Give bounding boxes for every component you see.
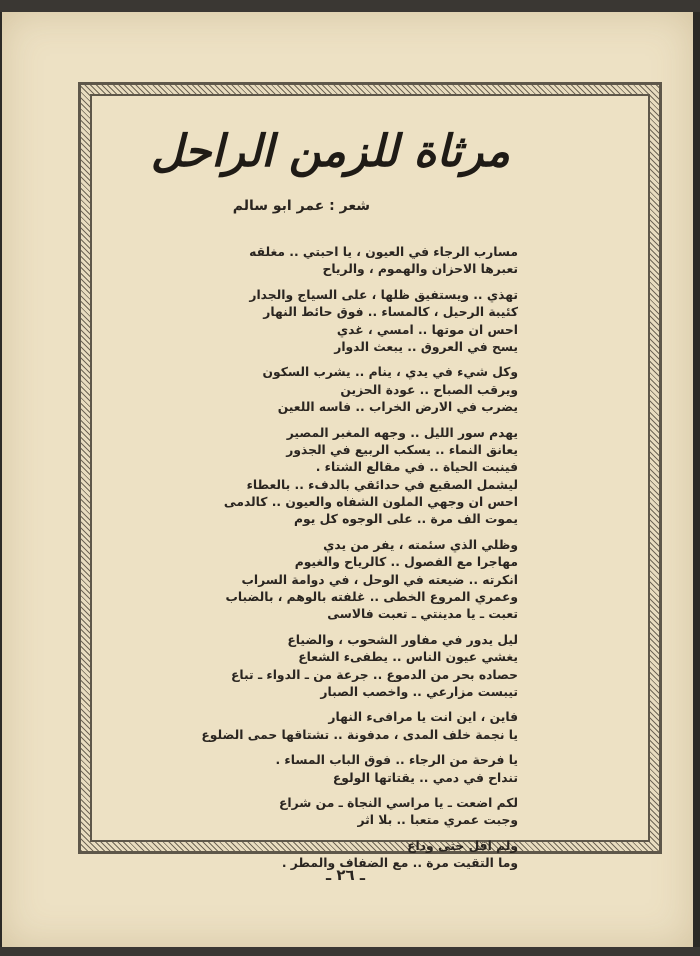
- poem-line: حصاده بحر من الدموع .. جرعة من ـ الدواء ـ تباع: [231, 667, 518, 682]
- poem-line: مسارب الرجاء في العيون ، يا احبتي .. مغلقه: [249, 245, 518, 259]
- poem-line: وعمري المروع الخطى .. غلفته بالوهم ، بالضباب: [225, 590, 518, 605]
- poem-line: تيبست مزارعي .. واخصب الصبار: [320, 684, 518, 699]
- poem-line: يعانق النماء .. يسكب الربيع في الجذور: [286, 442, 518, 457]
- poem-line: ليل يدور في مفاور الشحوب ، والضياع: [287, 632, 518, 647]
- poem-line: احس ان موتها .. امسي ، غدي: [336, 322, 518, 337]
- page-number: ـ ٢٦ ـ: [325, 866, 366, 884]
- stanza-1: [118, 244, 518, 279]
- poem-body: [118, 244, 518, 881]
- poem-line: فاين ، اين انت يا مرافىء النهار: [328, 710, 518, 725]
- poem-line: يهدم سور الليل .. وجهه المغبر المصير: [286, 425, 518, 440]
- poem-line: وظلي الذي سئمته ، يفر من يدي: [323, 537, 518, 552]
- poem-line: يسح في العروق .. يبعث الدوار: [334, 339, 518, 354]
- stanza-8: [118, 752, 518, 787]
- poem-line: يضرب في الارض الخراب .. فاسه اللعين: [277, 400, 518, 415]
- poem-line: كئيبة الرحيل ، كالمساء .. فوق حائط النهار: [263, 305, 518, 320]
- poem-line: احس ان وجهي الملون الشفاه والعيون .. كالدمى: [223, 495, 518, 510]
- stanza-3: [118, 364, 518, 416]
- poem-line: تعبرها الاحزان والهموم ، والرياح: [322, 262, 518, 277]
- stanza-5: [118, 537, 518, 624]
- poem-line: ولم اقل حتى وداع: [407, 838, 518, 853]
- poem-line: ويرقب الصباح .. عودة الحزين: [340, 382, 518, 397]
- poem-line: وكل شيء في يدي ، ينام .. يشرب السكون: [262, 365, 518, 380]
- poem-title: مرثاة للزمن الراحل: [150, 126, 510, 177]
- poem-line: يموت الف مرة .. على الوجوه كل يوم: [294, 512, 518, 527]
- poem-byline: شعر : عمر ابو سالم: [232, 198, 370, 214]
- poem-line: يا نجمة خلف المدى ، مدفونة .. تشتاقها حمى الضلوع: [201, 727, 518, 742]
- poem-line: ليشمل الصقيع في حدائقي بالدفء .. بالعطاء: [246, 477, 518, 492]
- poem-line: تعبت ـ يا مدينتي ـ تعبت فالاسى: [327, 607, 518, 622]
- scan-bottom-edge: [0, 947, 700, 956]
- poem-line: وجبت عمري متعبا .. بلا اثر: [357, 813, 518, 828]
- stanza-4: [118, 425, 518, 529]
- poem-line: يغشي عيون الناس .. يطفىء الشعاع: [298, 650, 518, 665]
- stanza-6: [118, 632, 518, 702]
- stanza-7: [118, 709, 518, 744]
- poem-line: مهاجرا مع الفصول .. كالرياح والغيوم: [294, 555, 518, 570]
- stanza-9: [118, 795, 518, 830]
- poem-line: يا فرحة من الرجاء .. فوق الباب المساء .: [275, 753, 518, 768]
- poem-line: فينبت الحياة .. في مقالع الشتاء .: [315, 460, 518, 475]
- poem-line: وما التقيت مرة .. مع الضفاف والمطر .: [281, 856, 518, 871]
- poem-line: تنداح في دمي .. يقتاتها الولوع: [332, 770, 518, 785]
- poem-line: انكرته .. ضيعته في الوحل ، في دوامة السراب: [241, 572, 518, 587]
- poem-line: لكم اضعت ـ يا مراسي النجاة ـ من شراع: [279, 795, 518, 810]
- poem-line: تهذي .. ويستفيق ظلها ، على السياج والجدار: [249, 287, 518, 302]
- scan-top-edge: [0, 0, 700, 12]
- stanza-2: [118, 287, 518, 357]
